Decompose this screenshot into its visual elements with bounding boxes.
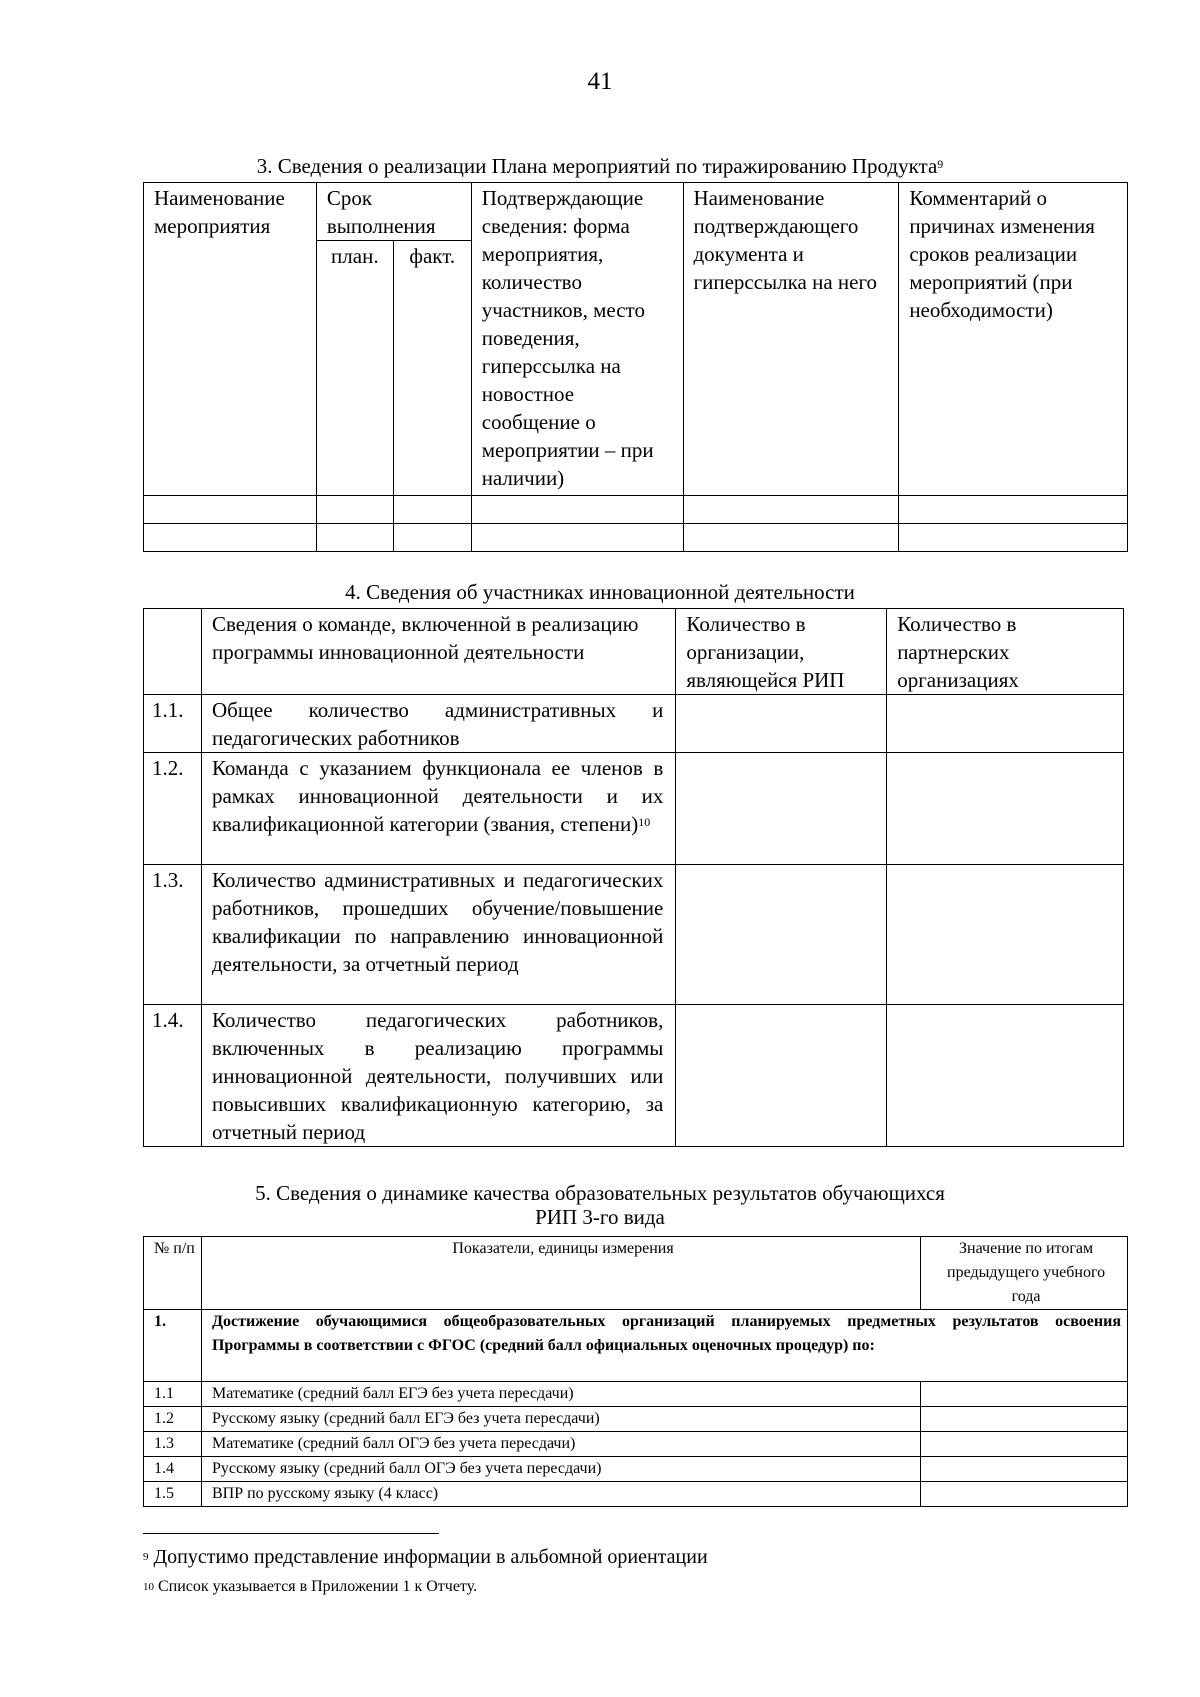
table-row (144, 524, 1128, 552)
row-number: 1.1 (144, 1382, 202, 1407)
row-text: Русскому языку (средний балл ОГЭ без учета пересдачи) (201, 1457, 920, 1482)
table-row (144, 1382, 1128, 1407)
footnote-text: Допустимо представление информации в альбомной ориентации (153, 1546, 708, 1568)
header-team-info: Сведения о команде, включенной в реализацию программы инновационной деятельности (201, 609, 675, 695)
section-5-title-line1: 5. Сведения о динамике качества образовательных результатов обучающихся (255, 1181, 945, 1205)
header-number: № п/п (144, 1237, 202, 1310)
group-row-text: Достижение обучающимися общеобразовательных организаций планируемых предметных результатов освоения Программы в соответствии с ФГОС (средний балл официальных оценочных процедур) по: (201, 1310, 1127, 1382)
empty-cell[interactable] (471, 496, 683, 524)
table-row (144, 753, 1124, 865)
row-text: Количество педагогических работников, включенных в реализацию программы инновационной деятельности, получивших или повысивших квалификационную категорию, за отчетный период (201, 1005, 675, 1147)
header-value: Значение по итогам предыдущего учебного года (921, 1237, 1128, 1310)
value-cell[interactable] (921, 1482, 1128, 1507)
section-3-title-text: 3. Сведения о реализации Плана мероприятий по тиражированию Продукта (256, 154, 938, 178)
header-confirming-document: Наименование подтверждающего документа и гиперссылка на него (683, 183, 899, 496)
table-row (144, 496, 1128, 524)
footnote-10 (143, 1576, 477, 1598)
footnote-ref-10: 10 (638, 815, 651, 829)
section-4-title: 4. Сведения об участниках инновационной деятельности (345, 580, 855, 604)
section-5-title (0, 1181, 1200, 1229)
value-cell[interactable] (921, 1457, 1128, 1482)
row-number: 1.2. (144, 753, 202, 865)
footnote-text: Список указывается в Приложении 1 к Отчету. (158, 1578, 478, 1595)
row-text: ВПР по русскому языку (4 класс) (201, 1482, 920, 1507)
value-cell-rip[interactable] (676, 695, 887, 753)
table-row (144, 1005, 1124, 1147)
header-confirming-info: Подтверждающие сведения: форма мероприятия, количество участников, место поведения, гиперссылка на новостное сообщение о мероприятии – при наличии) (471, 183, 683, 496)
header-partner-count: Количество в партнерских организациях (887, 609, 1124, 695)
table-row (144, 1310, 1128, 1382)
empty-cell[interactable] (683, 524, 899, 552)
empty-cell[interactable] (144, 496, 317, 524)
footnote-ref-9: 9 (937, 157, 944, 171)
empty-cell[interactable] (683, 496, 899, 524)
empty-cell[interactable] (393, 524, 471, 552)
value-cell-rip[interactable] (676, 753, 887, 865)
empty-cell[interactable] (393, 496, 471, 524)
value-cell-rip[interactable] (676, 865, 887, 1005)
value-cell-partner[interactable] (887, 695, 1124, 753)
value-cell[interactable] (921, 1382, 1128, 1407)
value-cell-partner[interactable] (887, 753, 1124, 865)
empty-cell[interactable] (144, 524, 317, 552)
section-5-table (143, 1236, 1128, 1507)
section-4-table (143, 608, 1124, 1147)
header-indicators: Показатели, единицы измерения (201, 1237, 920, 1310)
value-cell-partner[interactable] (887, 1005, 1124, 1147)
table-row (144, 1457, 1128, 1482)
table-row (144, 1432, 1128, 1457)
section-3-title (0, 154, 1200, 178)
value-cell[interactable] (921, 1432, 1128, 1457)
header-plan: план. (316, 241, 393, 496)
footnote-mark: 10 (143, 1581, 154, 1593)
value-cell-partner[interactable] (887, 865, 1124, 1005)
row-text: Математике (средний балл ЕГЭ без учета пересдачи) (201, 1382, 920, 1407)
value-cell-rip[interactable] (676, 1005, 887, 1147)
row-number: 1. (144, 1310, 202, 1382)
row-number: 1.2 (144, 1407, 202, 1432)
row-text: Математике (средний балл ОГЭ без учета пересдачи) (201, 1432, 920, 1457)
empty-cell[interactable] (316, 496, 393, 524)
table-row (144, 695, 1124, 753)
header-rip-count: Количество в организации, являющейся РИП (676, 609, 887, 695)
row-text-cell (201, 753, 675, 865)
page-number: 41 (587, 68, 613, 95)
header-event-name: Наименование мероприятия (144, 183, 317, 496)
empty-cell[interactable] (471, 524, 683, 552)
header-deadline: Срок выполнения (316, 183, 471, 241)
footnote-mark: 9 (143, 1551, 149, 1563)
row-number: 1.4. (144, 1005, 202, 1147)
row-text: Команда с указанием функционала ее членов в рамках инновационной деятельности и их квалификационной категории (звания, степени) (211, 756, 664, 836)
empty-cell[interactable] (899, 496, 1128, 524)
value-cell[interactable] (921, 1407, 1128, 1432)
row-number: 1.3. (144, 865, 202, 1005)
table-row (144, 865, 1124, 1005)
row-text: Общее количество административных и педагогических работников (201, 695, 675, 753)
header-comment: Комментарий о причинах изменения сроков реализации мероприятий (при необходимости) (899, 183, 1128, 496)
row-text: Количество административных и педагогических работников, прошедших обучение/повышение квалификации по направлению инновационной деятельности, за отчетный период (201, 865, 675, 1005)
footnote-divider (143, 1533, 439, 1534)
table-row (144, 1482, 1128, 1507)
row-number: 1.1. (144, 695, 202, 753)
section-5-title-line2: РИП 3-го вида (535, 1205, 665, 1229)
header-number (144, 609, 202, 695)
section-3-table (143, 182, 1128, 552)
row-text: Русскому языку (средний балл ЕГЭ без учета пересдачи) (201, 1407, 920, 1432)
empty-cell[interactable] (899, 524, 1128, 552)
row-number: 1.4 (144, 1457, 202, 1482)
row-number: 1.5 (144, 1482, 202, 1507)
header-fact: факт. (393, 241, 471, 496)
empty-cell[interactable] (316, 524, 393, 552)
footnote-9 (143, 1544, 708, 1570)
row-number: 1.3 (144, 1432, 202, 1457)
table-row (144, 1407, 1128, 1432)
